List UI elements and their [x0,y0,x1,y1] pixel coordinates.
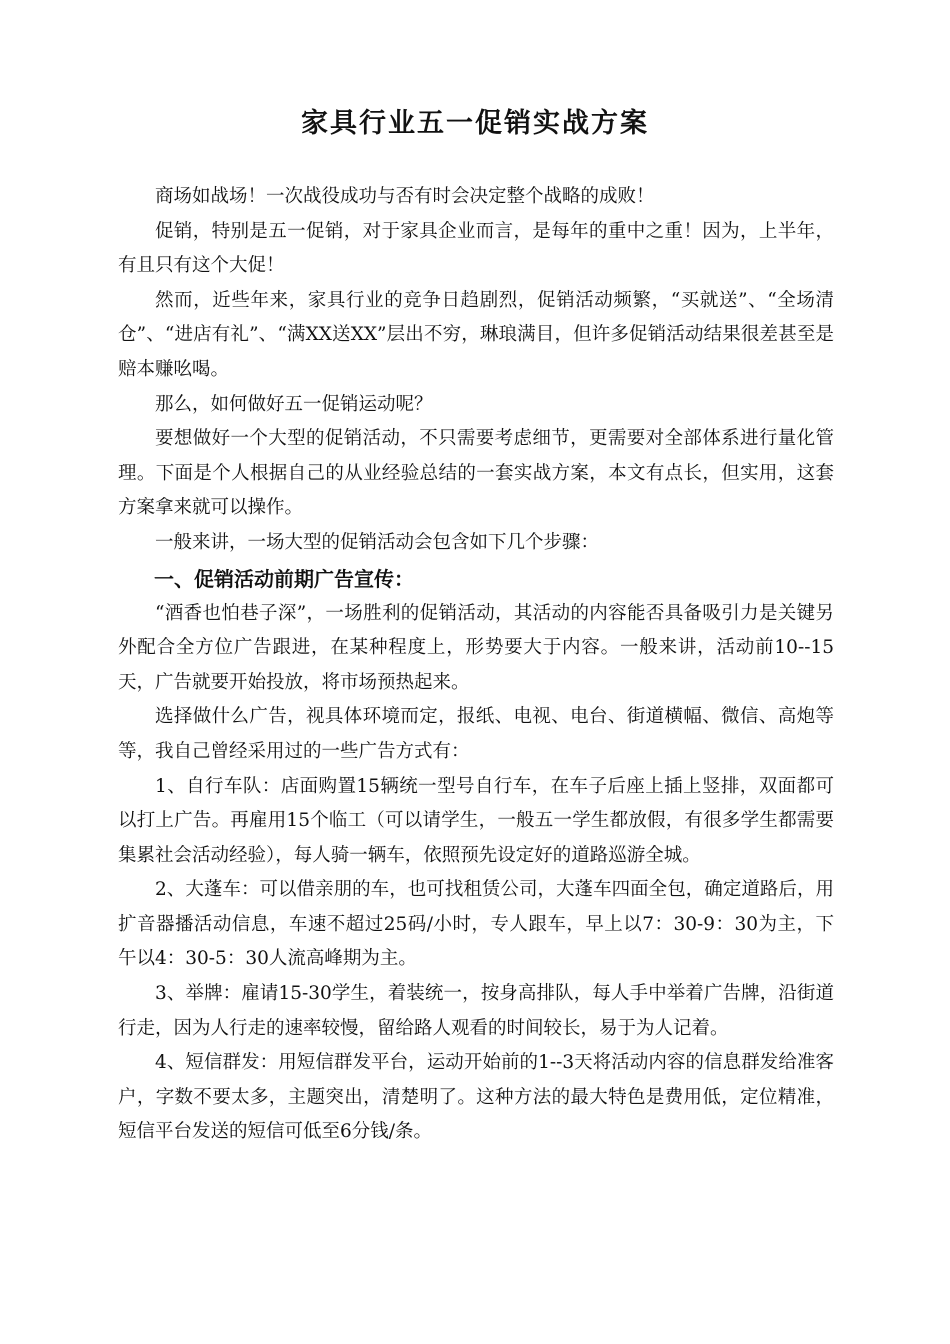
document-body [118,180,834,1150]
document-title: 家具行业五一促销实战方案 [301,108,649,139]
paragraph: 选择做什么广告，视具体环境而定，报纸、电视、电台、街道横幅、微信、高炮等等，我自己曾经采用过的一些广告方式有： [118,706,834,762]
paragraph: 然而，近些年来，家具行业的竞争日趋剧烈，促销活动频繁，“买就送”、“全场清仓”、“进店有礼”、“满XX送XX”层出不穷，琳琅满目，但许多促销活动结果很差甚至是赔本赚吆喝。 [118,289,834,380]
paragraph: “酒香也怕巷子深”，一场胜利的促销活动，其活动的内容能否具备吸引力是关键另外配合全方位广告跟进，在某种程度上，形势要大于内容。一般来讲，活动前10--15天，广告就要开始投放，将市场预热起来。 [118,602,834,693]
paragraph: 那么，如何做好五一促销运动呢？ [155,393,433,415]
paragraph: 促销，特别是五一促销，对于家具企业而言，是每年的重中之重！因为，上半年，有且只有这个大促！ [118,220,834,277]
list-item: 2、大蓬车：可以借亲朋的车，也可找租赁公司，大蓬车四面全包，确定道路后，用扩音器播活动信息，车速不超过25码/小时，专人跟车，早上以7：30-9：30为主，下午以4：30-5：30人流高峰期为主。 [118,879,834,970]
paragraph: 要想做好一个大型的促销活动，不只需要考虑细节，更需要对全部体系进行量化管理。下面是个人根据自己的从业经验总结的一套实战方案，本文有点长，但实用，这套方案拿来就可以操作。 [118,428,834,519]
paragraph: 一般来讲，一场大型的促销活动会包含如下几个步骤： [155,531,600,553]
list-item: 4、短信群发：用短信群发平台，运动开始前的1--3天将活动内容的信息群发给准客户，字数不要太多，主题突出，清楚明了。这种方法的最大特色是费用低，定位精准，短信平台发送的短信可低至6分钱/条。 [118,1052,834,1143]
paragraph: 商场如战场！一次战役成功与否有时会决定整个战略的成败！ [155,186,655,207]
list-item: 1、自行车队：店面购置15辆统一型号自行车，在车子后座上插上竖排，双面都可以打上广告。再雇用15个临工（可以请学生，一般五一学生都放假，有很多学生都需要集累社会活动经验），每人骑一辆车，依照预先设定好的道路巡游全城。 [118,775,834,866]
list-item: 3、举牌：雇请15-30学生，着装统一，按身高排队，每人手中举着广告牌，沿街道行走，因为人行走的速率较慢，留给路人观看的时间较长，易于为人记着。 [118,983,834,1039]
section-heading: 一、促销活动前期广告宣传： [154,566,414,591]
